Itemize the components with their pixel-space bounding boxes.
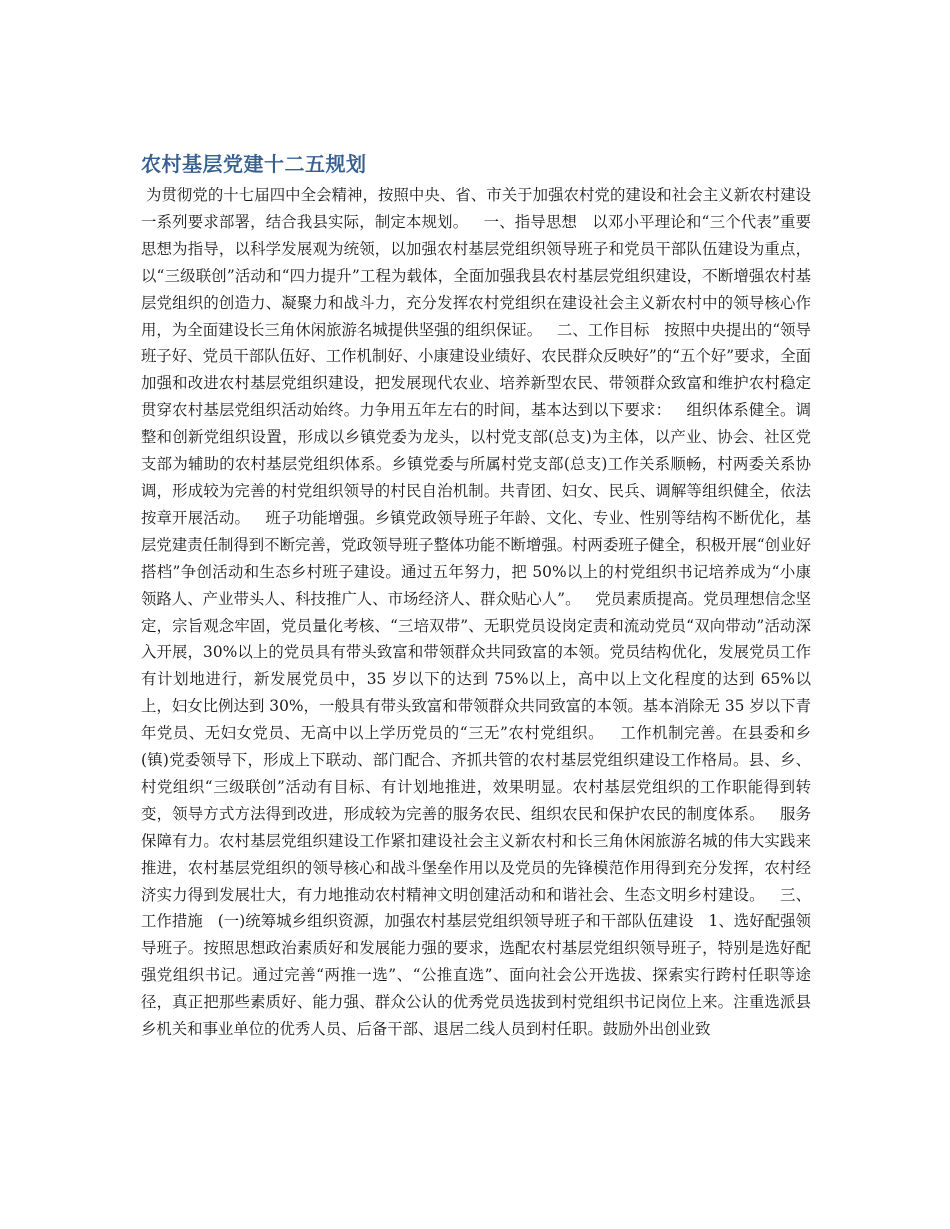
- document-body-text: 为贯彻党的十七届四中全会精神，按照中央、省、市关于加强农村党的建设和社会主义新农村建设一系列要求部署，结合我县实际，制定本规划。 一、指导思想 以邓小平理论和“三个代表”重要思想为指导，以科学发展观为统领，以加强农村基层党组织领导班子和党员干部队伍建设为重点，以“三级联创”活动和“四力提升”工程为载体，全面加强我县农村基层党组织建设，不断增强农村基层党组织的创造力、凝聚力和战斗力，充分发挥农村党组织在建设社会主义新农村中的领导核心作用，为全面建设长三角休闲旅游名城提供坚强的组织保证。 二、工作目标 按照中央提出的“领导班子好、党员干部队伍好、工作机制好、小康建设业绩好、农民群众反映好”的“五个好”要求，全面加强和改进农村基层党组织建设，把发展现代农业、培养新型农民、带领群众致富和维护农村稳定贯穿农村基层党组织活动始终。力争用五年左右的时间，基本达到以下要求： 组织体系健全。调整和创新党组织设置，形成以乡镇党委为龙头，以村党支部(总支)为主体，以产业、协会、社区党支部为辅助的农村基层党组织体系。乡镇党委与所属村党支部(总支)工作关系顺畅，村两委关系协调，形成较为完善的村党组织领导的村民自治机制。共青团、妇女、民兵、调解等组织健全，依法按章开展活动。 班子功能增强。乡镇党政领导班子年龄、文化、专业、性别等结构不断优化，基层党建责任制得到不断完善，党政领导班子整体功能不断增强。村两委班子健全，积极开展“创业好搭档”争创活动和生态乡村班子建设。通过五年努力，把 50%以上的村党组织书记培养成为“小康领路人、产业带头人、科技推广人、市场经济人、群众贴心人”。 党员素质提高。党员理想信念坚定，宗旨观念牢固，党员量化考核、“三培双带”、无职党员设岗定责和流动党员“双向带动”活动深入开展，30%以上的党员具有带头致富和带领群众共同致富的本领。党员结构优化，发展党员工作有计划地进行，新发展党员中，35 岁以下的达到 75%以上，高中以上文化程度的达到 65%以上，妇女比例达到 30%，一般具有带头致富和带领群众共同致富的本领。基本消除无 35 岁以下青年党员、无妇女党员、无高中以上学历党员的“三无”农村党组织。 工作机制完善。在县委和乡(镇)党委领导下，形成上下联动、部门配合、齐抓共管的农村基层党组织建设工作格局。县、乡、村党组织“三级联创”活动有目标、有计划地推进，效果明显。农村基层党组织的工作职能得到转变，领导方式方法得到改进，形成较为完善的服务农民、组织农民和保护农民的制度体系。 服务保障有力。农村基层党组织建设工作紧扣建设社会主义新农村和长三角休闲旅游名城的伟大实践来推进，农村基层党组织的领导核心和战斗堡垒作用以及党员的先锋模范作用得到充分发挥，农村经济实力得到发展壮大，有力地推动农村精神文明创建活动和和谐社会、生态文明乡村建设。 三、工作措施 (一)统筹城乡组织资源，加强农村基层党组织领导班子和干部队伍建设 1、选好配强领导班子。按照思想政治素质好和发展能力强的要求，选配农村基层党组织领导班子，特别是选好配强党组织书记。通过完善“两推一选”、“公推直选”、面向社会公开选拔、探索实行跨村任职等途径，真正把那些素质好、能力强、群众公认的优秀党员选拔到村党组织书记岗位上来。注重选派县乡机关和事业单位的优秀人员、后备干部、退居二线人员到村任职。鼓励外出创业致: [141, 186, 812, 1039]
- document-title: 农村基层党建十二五规划: [141, 152, 367, 176]
